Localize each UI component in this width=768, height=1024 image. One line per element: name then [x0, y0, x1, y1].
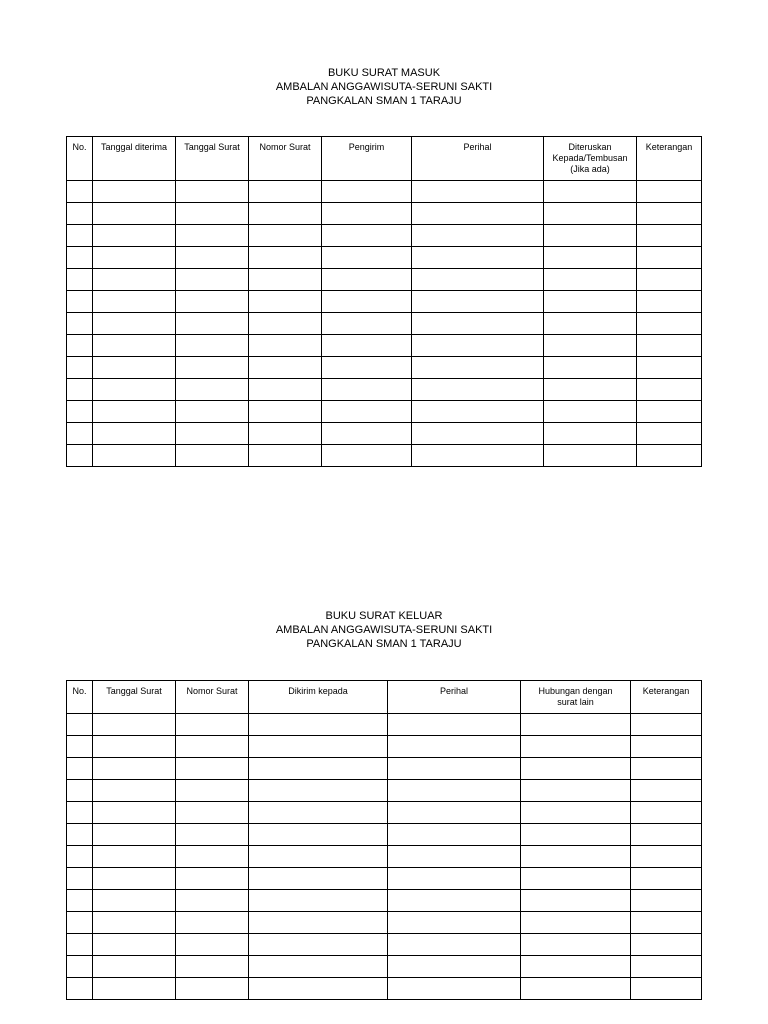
table-cell	[521, 956, 631, 978]
table-cell	[176, 802, 249, 824]
table-cell	[93, 203, 176, 225]
table-cell	[67, 225, 93, 247]
column-header-pengirim: Pengirim	[322, 137, 412, 181]
table-cell	[93, 269, 176, 291]
table-cell	[93, 736, 176, 758]
table-cell	[93, 956, 176, 978]
table-row	[67, 247, 702, 269]
table-cell	[631, 780, 702, 802]
table-cell	[176, 912, 249, 934]
table-cell	[521, 736, 631, 758]
table-cell	[249, 335, 322, 357]
table-row	[67, 379, 702, 401]
table-cell	[93, 846, 176, 868]
table-cell	[544, 291, 637, 313]
table-cell	[322, 181, 412, 203]
table-cell	[637, 401, 702, 423]
table-row	[67, 357, 702, 379]
table-cell	[176, 423, 249, 445]
table-cell	[521, 802, 631, 824]
table-cell	[412, 357, 544, 379]
column-header-perihal: Perihal	[388, 681, 521, 714]
table-row	[67, 423, 702, 445]
table-cell	[521, 846, 631, 868]
table-cell	[322, 445, 412, 467]
table-cell	[521, 890, 631, 912]
table-row	[67, 401, 702, 423]
column-header-tanggal-diterima: Tanggal diterima	[93, 137, 176, 181]
table-cell	[637, 445, 702, 467]
table-cell	[521, 978, 631, 1000]
table-cell	[249, 890, 388, 912]
table-cell	[93, 423, 176, 445]
table-cell	[637, 269, 702, 291]
surat-keluar-organization: AMBALAN ANGGAWISUTA-SERUNI SAKTI	[275, 624, 493, 636]
table-cell	[322, 401, 412, 423]
table-cell	[176, 956, 249, 978]
table-cell	[637, 203, 702, 225]
table-row	[67, 313, 702, 335]
table-cell	[249, 736, 388, 758]
table-cell	[249, 181, 322, 203]
table-cell	[249, 423, 322, 445]
table-cell	[544, 335, 637, 357]
table-row	[67, 736, 702, 758]
table-cell	[176, 846, 249, 868]
table-row	[67, 868, 702, 890]
surat-masuk-header-row	[67, 137, 702, 181]
table-cell	[249, 247, 322, 269]
table-cell	[176, 181, 249, 203]
table-cell	[388, 780, 521, 802]
table-cell	[67, 780, 93, 802]
table-cell	[176, 379, 249, 401]
table-cell	[176, 335, 249, 357]
surat-masuk-heading	[0, 66, 768, 108]
table-cell	[67, 802, 93, 824]
column-header-diteruskan: Diteruskan Kepada/Tembusan (Jika ada)	[544, 137, 637, 181]
table-cell	[631, 824, 702, 846]
table-cell	[249, 978, 388, 1000]
table-cell	[176, 291, 249, 313]
table-cell	[631, 846, 702, 868]
table-cell	[67, 890, 93, 912]
table-cell	[631, 890, 702, 912]
table-cell	[176, 445, 249, 467]
column-header-no: No.	[67, 681, 93, 714]
table-cell	[388, 846, 521, 868]
table-cell	[67, 269, 93, 291]
table-row	[67, 978, 702, 1000]
table-cell	[249, 868, 388, 890]
table-cell	[249, 758, 388, 780]
table-cell	[176, 978, 249, 1000]
table-cell	[322, 247, 412, 269]
table-cell	[176, 736, 249, 758]
table-cell	[388, 802, 521, 824]
table-cell	[631, 978, 702, 1000]
table-cell	[67, 357, 93, 379]
table-cell	[412, 313, 544, 335]
table-cell	[67, 956, 93, 978]
table-cell	[249, 956, 388, 978]
table-cell	[412, 401, 544, 423]
surat-keluar-body	[67, 714, 702, 1000]
table-cell	[249, 934, 388, 956]
table-cell	[93, 247, 176, 269]
table-row	[67, 269, 702, 291]
table-cell	[93, 978, 176, 1000]
table-cell	[544, 269, 637, 291]
column-header-no: No.	[67, 137, 93, 181]
table-row	[67, 203, 702, 225]
table-row	[67, 912, 702, 934]
column-header-dikirim-kepada: Dikirim kepada	[249, 681, 388, 714]
surat-masuk-title: BUKU SURAT MASUK	[327, 67, 441, 79]
table-cell	[388, 714, 521, 736]
table-cell	[93, 802, 176, 824]
table-cell	[631, 736, 702, 758]
table-cell	[637, 247, 702, 269]
table-cell	[388, 890, 521, 912]
table-cell	[544, 357, 637, 379]
table-cell	[322, 269, 412, 291]
table-row	[67, 934, 702, 956]
table-cell	[249, 225, 322, 247]
table-cell	[322, 225, 412, 247]
table-cell	[544, 247, 637, 269]
table-cell	[412, 291, 544, 313]
table-cell	[249, 846, 388, 868]
column-header-nomor-surat: Nomor Surat	[176, 681, 249, 714]
table-cell	[249, 912, 388, 934]
surat-keluar-heading	[0, 609, 768, 651]
table-cell	[93, 225, 176, 247]
table-cell	[93, 379, 176, 401]
table-cell	[412, 203, 544, 225]
table-row	[67, 445, 702, 467]
table-cell	[322, 335, 412, 357]
table-row	[67, 291, 702, 313]
table-cell	[249, 291, 322, 313]
table-cell	[67, 714, 93, 736]
table-cell	[93, 445, 176, 467]
surat-keluar-base: PANGKALAN SMAN 1 TARAJU	[306, 638, 462, 650]
table-cell	[521, 780, 631, 802]
table-cell	[93, 714, 176, 736]
table-cell	[93, 824, 176, 846]
table-cell	[93, 291, 176, 313]
column-header-tanggal-surat: Tanggal Surat	[93, 681, 176, 714]
table-cell	[67, 379, 93, 401]
table-cell	[176, 313, 249, 335]
surat-masuk-organization: AMBALAN ANGGAWISUTA-SERUNI SAKTI	[275, 81, 493, 93]
table-cell	[521, 758, 631, 780]
table-cell	[176, 890, 249, 912]
table-cell	[176, 225, 249, 247]
table-cell	[249, 824, 388, 846]
table-cell	[67, 247, 93, 269]
table-cell	[631, 714, 702, 736]
table-cell	[67, 335, 93, 357]
table-row	[67, 846, 702, 868]
table-cell	[544, 423, 637, 445]
table-cell	[412, 423, 544, 445]
table-cell	[412, 445, 544, 467]
table-cell	[249, 445, 322, 467]
table-cell	[249, 780, 388, 802]
column-header-keterangan: Keterangan	[637, 137, 702, 181]
table-cell	[544, 181, 637, 203]
table-cell	[521, 868, 631, 890]
table-cell	[544, 225, 637, 247]
table-cell	[67, 846, 93, 868]
table-cell	[388, 934, 521, 956]
table-cell	[176, 868, 249, 890]
table-cell	[521, 824, 631, 846]
table-cell	[249, 379, 322, 401]
table-cell	[637, 291, 702, 313]
table-cell	[322, 313, 412, 335]
table-cell	[249, 714, 388, 736]
table-cell	[93, 868, 176, 890]
surat-keluar-header-row	[67, 681, 702, 714]
table-cell	[67, 291, 93, 313]
table-cell	[93, 758, 176, 780]
table-cell	[67, 868, 93, 890]
table-cell	[388, 736, 521, 758]
table-row	[67, 181, 702, 203]
table-cell	[412, 269, 544, 291]
table-row	[67, 714, 702, 736]
table-cell	[544, 203, 637, 225]
table-cell	[388, 868, 521, 890]
table-cell	[631, 802, 702, 824]
table-row	[67, 890, 702, 912]
table-row	[67, 824, 702, 846]
table-cell	[412, 379, 544, 401]
table-cell	[322, 423, 412, 445]
table-cell	[412, 335, 544, 357]
table-cell	[176, 357, 249, 379]
table-cell	[322, 357, 412, 379]
table-cell	[412, 181, 544, 203]
table-cell	[637, 379, 702, 401]
table-cell	[67, 313, 93, 335]
table-cell	[249, 203, 322, 225]
table-cell	[93, 357, 176, 379]
column-header-tanggal-surat: Tanggal Surat	[176, 137, 249, 181]
table-cell	[521, 934, 631, 956]
table-cell	[637, 335, 702, 357]
table-cell	[67, 401, 93, 423]
table-cell	[249, 269, 322, 291]
table-cell	[388, 824, 521, 846]
table-cell	[67, 181, 93, 203]
table-cell	[93, 934, 176, 956]
table-cell	[631, 758, 702, 780]
table-cell	[631, 912, 702, 934]
surat-keluar-table	[66, 680, 702, 1000]
table-cell	[412, 247, 544, 269]
surat-masuk-body	[67, 181, 702, 467]
table-cell	[631, 934, 702, 956]
table-cell	[388, 912, 521, 934]
table-cell	[322, 379, 412, 401]
table-cell	[249, 802, 388, 824]
table-cell	[176, 247, 249, 269]
table-row	[67, 225, 702, 247]
table-cell	[544, 401, 637, 423]
table-cell	[544, 379, 637, 401]
table-cell	[521, 714, 631, 736]
table-cell	[637, 313, 702, 335]
table-cell	[67, 736, 93, 758]
table-cell	[93, 313, 176, 335]
table-cell	[637, 357, 702, 379]
table-cell	[93, 335, 176, 357]
table-cell	[521, 912, 631, 934]
table-cell	[249, 313, 322, 335]
table-cell	[176, 203, 249, 225]
table-cell	[93, 890, 176, 912]
table-cell	[249, 401, 322, 423]
table-cell	[67, 824, 93, 846]
table-cell	[67, 912, 93, 934]
table-cell	[176, 758, 249, 780]
table-cell	[637, 181, 702, 203]
table-cell	[176, 269, 249, 291]
table-cell	[67, 423, 93, 445]
table-cell	[631, 868, 702, 890]
table-cell	[322, 203, 412, 225]
table-cell	[176, 714, 249, 736]
surat-masuk-base: PANGKALAN SMAN 1 TARAJU	[306, 95, 462, 107]
table-cell	[176, 824, 249, 846]
table-cell	[176, 780, 249, 802]
table-cell	[67, 203, 93, 225]
table-cell	[67, 934, 93, 956]
table-cell	[93, 912, 176, 934]
table-cell	[67, 758, 93, 780]
column-header-perihal: Perihal	[412, 137, 544, 181]
table-cell	[176, 934, 249, 956]
table-cell	[322, 291, 412, 313]
table-cell	[637, 423, 702, 445]
table-cell	[412, 225, 544, 247]
column-header-nomor-surat: Nomor Surat	[249, 137, 322, 181]
table-cell	[176, 401, 249, 423]
table-cell	[637, 225, 702, 247]
table-cell	[93, 780, 176, 802]
table-cell	[388, 758, 521, 780]
table-cell	[544, 445, 637, 467]
table-cell	[67, 978, 93, 1000]
table-cell	[388, 956, 521, 978]
table-row	[67, 758, 702, 780]
table-row	[67, 802, 702, 824]
table-cell	[388, 978, 521, 1000]
table-cell	[544, 313, 637, 335]
surat-masuk-table	[66, 136, 702, 467]
table-row	[67, 956, 702, 978]
table-cell	[93, 181, 176, 203]
column-header-hubungan: Hubungan dengan surat lain	[521, 681, 631, 714]
table-cell	[67, 445, 93, 467]
surat-keluar-title: BUKU SURAT KELUAR	[325, 610, 443, 622]
table-cell	[631, 956, 702, 978]
table-cell	[249, 357, 322, 379]
table-row	[67, 335, 702, 357]
table-row	[67, 780, 702, 802]
table-cell	[93, 401, 176, 423]
column-header-keterangan: Keterangan	[631, 681, 702, 714]
